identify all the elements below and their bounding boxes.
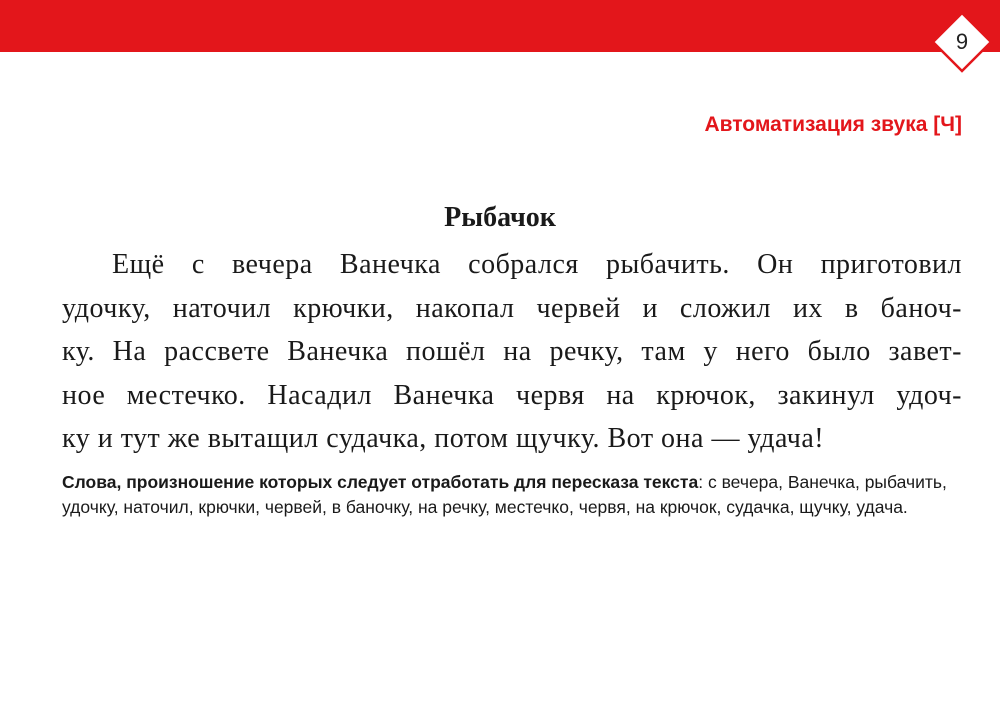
story-text (62, 243, 962, 461)
story-line: удочку, наточил крючки, накопал червей и сложил их в баноч- (62, 292, 962, 324)
story-line: Ещё с вечера Ванечка собрался рыбачить. Он приготовил (112, 249, 962, 280)
top-red-band (0, 0, 1000, 52)
vocabulary-label: Слова, произношение которых следует отработать для пересказа текста (62, 472, 699, 492)
section-label: Автоматизация звука [Ч] (704, 113, 962, 136)
story-title: Рыбачок (444, 202, 556, 233)
story-line: ку. На рассвете Ванечка пошёл на речку, там у него было завет- (62, 336, 962, 367)
vocabulary-words: : с вечера, Ванечка, рыбачить, удочку, наточил, крючки, червей, в баночку, на речку, местечко, червя, на крючок, судачка, щучку, удача. (62, 472, 947, 517)
story-line: ное местечко. Насадил Ванечка червя на крючок, закинул удоч- (62, 379, 962, 411)
story-line: ку и тут же вытащил судачка, потом щучку. Вот она — удача! (62, 423, 825, 454)
page-number: 9 (955, 29, 969, 54)
vocabulary-note (62, 470, 972, 520)
